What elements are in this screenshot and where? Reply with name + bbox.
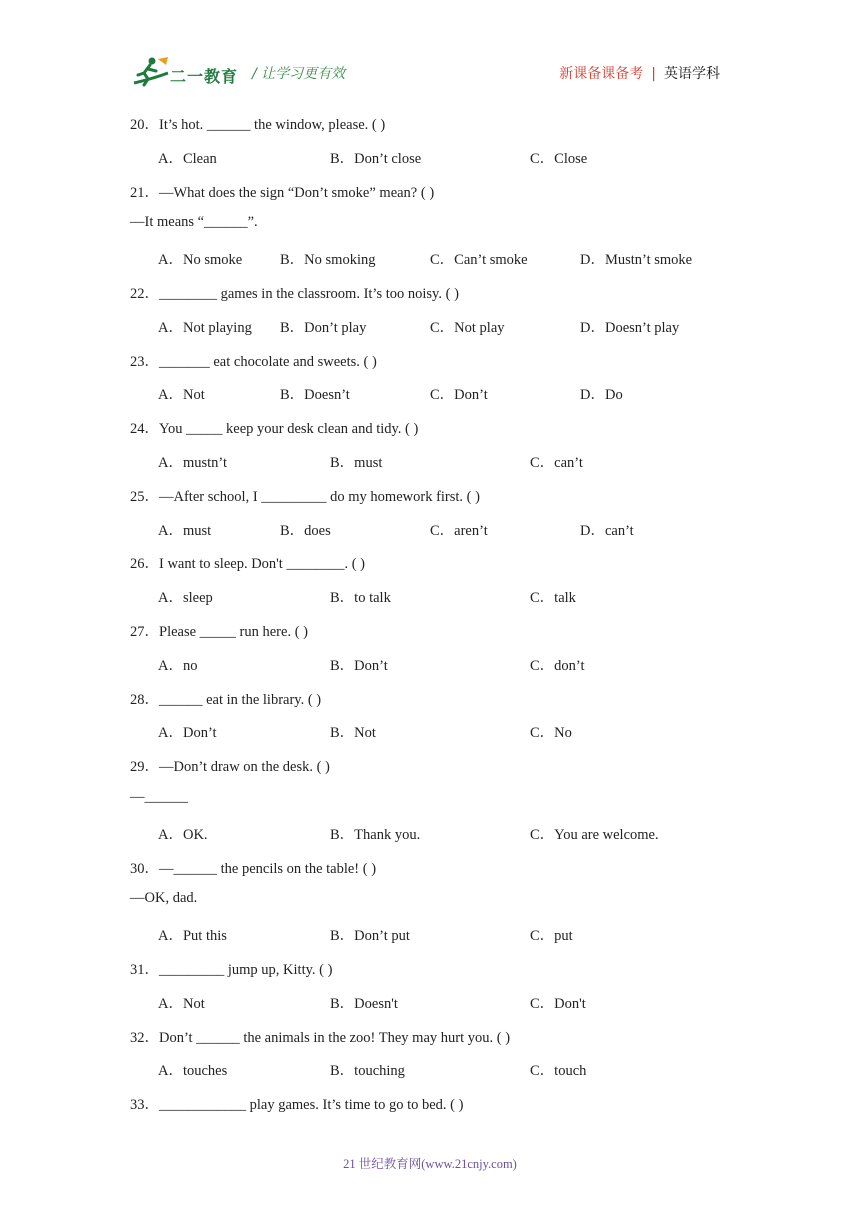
option-d[interactable]: D．can’t: [580, 522, 634, 539]
option-a[interactable]: A．Clean: [158, 150, 217, 167]
options-row: [158, 1059, 758, 1079]
option-b[interactable]: B．Don’t close: [330, 150, 422, 167]
option-a[interactable]: A．sleep: [158, 590, 213, 607]
option-b[interactable]: B．Not: [330, 725, 376, 742]
option-b[interactable]: B．Thank you.: [330, 826, 421, 843]
subject-black-text: 英语学科: [664, 66, 720, 82]
options-row: [158, 519, 758, 539]
answer-line: —OK, dad.: [130, 890, 198, 907]
runner-logo-icon: [130, 55, 170, 89]
option-a[interactable]: A．no: [158, 657, 198, 674]
options-row: [158, 451, 758, 471]
question-text: 30．—______ the pencils on the table! ( ): [130, 860, 377, 877]
question-text: 22．________ games in the classroom. It’s too noisy. ( ): [130, 286, 459, 302]
subject-separator: |: [651, 66, 656, 82]
option-a[interactable]: A．No smoke: [158, 252, 243, 269]
subject-title: [559, 63, 720, 83]
option-a[interactable]: A．must: [158, 522, 212, 539]
option-b[interactable]: B．Doesn't: [330, 995, 398, 1012]
options-row: [158, 383, 758, 403]
answer-line: —It means “______”.: [130, 214, 258, 231]
option-c[interactable]: C．No: [530, 725, 572, 742]
option-a[interactable]: A．OK.: [158, 826, 208, 843]
options-row: [158, 147, 758, 167]
option-b[interactable]: B．Don’t put: [330, 928, 410, 945]
option-c[interactable]: C．Not play: [430, 319, 505, 336]
option-b[interactable]: B．Don’t play: [280, 319, 367, 336]
question-text: 20．It’s hot. ______ the window, please. ( ): [130, 117, 386, 133]
option-b[interactable]: B．to talk: [330, 590, 391, 607]
options-row: [158, 721, 758, 741]
question-text: 25．—After school, I _________ do my homework first. ( ): [130, 488, 480, 505]
option-c[interactable]: C．Don't: [530, 995, 586, 1012]
option-c[interactable]: C．Close: [530, 150, 588, 167]
options-row: [158, 316, 758, 336]
option-c[interactable]: C．You are welcome.: [530, 826, 659, 843]
option-c[interactable]: C．Don’t: [430, 387, 488, 404]
question-text: 23．_______ eat chocolate and sweets. ( ): [130, 353, 377, 370]
question-text: 29．—Don’t draw on the desk. ( ): [130, 759, 330, 776]
option-a[interactable]: A．Not playing: [158, 319, 252, 336]
option-b[interactable]: B．touching: [330, 1063, 405, 1080]
option-a[interactable]: A．touches: [158, 1063, 228, 1080]
question-text: 24．You _____ keep your desk clean and tidy. ( ): [130, 421, 419, 438]
option-b[interactable]: B．does: [280, 522, 331, 539]
options-row: [158, 248, 758, 268]
answer-line: —______: [130, 789, 188, 805]
option-a[interactable]: A．Put this: [158, 928, 227, 945]
option-c[interactable]: C．talk: [530, 590, 576, 607]
option-a[interactable]: A．Not: [158, 995, 205, 1012]
page-footer: 21 世纪教育网(www.21cnjy.com): [343, 1157, 517, 1171]
options-row: [158, 586, 758, 606]
option-d[interactable]: D．Do: [580, 387, 623, 404]
option-b[interactable]: B．Doesn’t: [280, 387, 350, 404]
question-text: 32．Don’t ______ the animals in the zoo! They may hurt you. ( ): [130, 1029, 511, 1046]
option-d[interactable]: D．Doesn’t play: [580, 319, 680, 336]
option-c[interactable]: C．Can’t smoke: [430, 252, 528, 269]
options-row: [158, 924, 758, 944]
options-row: [158, 823, 758, 843]
options-row: [158, 654, 758, 674]
option-c[interactable]: C．can’t: [530, 455, 583, 471]
option-a[interactable]: A．mustn’t: [158, 455, 228, 471]
option-a[interactable]: A．Don’t: [158, 725, 217, 742]
question-text: 27．Please _____ run here. ( ): [130, 624, 308, 640]
question-text: 31．_________ jump up, Kitty. ( ): [130, 962, 333, 978]
question-text: 21．—What does the sign “Don’t smoke” mean? ( ): [130, 184, 435, 201]
option-b[interactable]: B．must: [330, 455, 383, 471]
option-a[interactable]: A．Not: [158, 387, 205, 404]
subject-red-text: 新课备课备考: [559, 66, 644, 82]
logo-text: 二一教育: [170, 67, 239, 86]
option-b[interactable]: B．No smoking: [280, 252, 376, 269]
question-text: 33．____________ play games. It’s time to go to bed. ( ): [130, 1097, 464, 1114]
option-b[interactable]: B．Don’t: [330, 657, 388, 674]
option-c[interactable]: C．aren’t: [430, 522, 488, 539]
question-text: 26．I want to sleep. Don't ________. ( ): [130, 556, 365, 573]
question-text: 28．______ eat in the library. ( ): [130, 691, 322, 708]
option-c[interactable]: C．put: [530, 928, 573, 945]
options-row: [158, 992, 758, 1012]
option-d[interactable]: D．Mustn’t smoke: [580, 252, 693, 269]
option-c[interactable]: C．touch: [530, 1063, 587, 1080]
page-header: [130, 55, 730, 89]
option-c[interactable]: C．don’t: [530, 657, 585, 674]
slogan: / 让学习更有效: [252, 66, 346, 82]
